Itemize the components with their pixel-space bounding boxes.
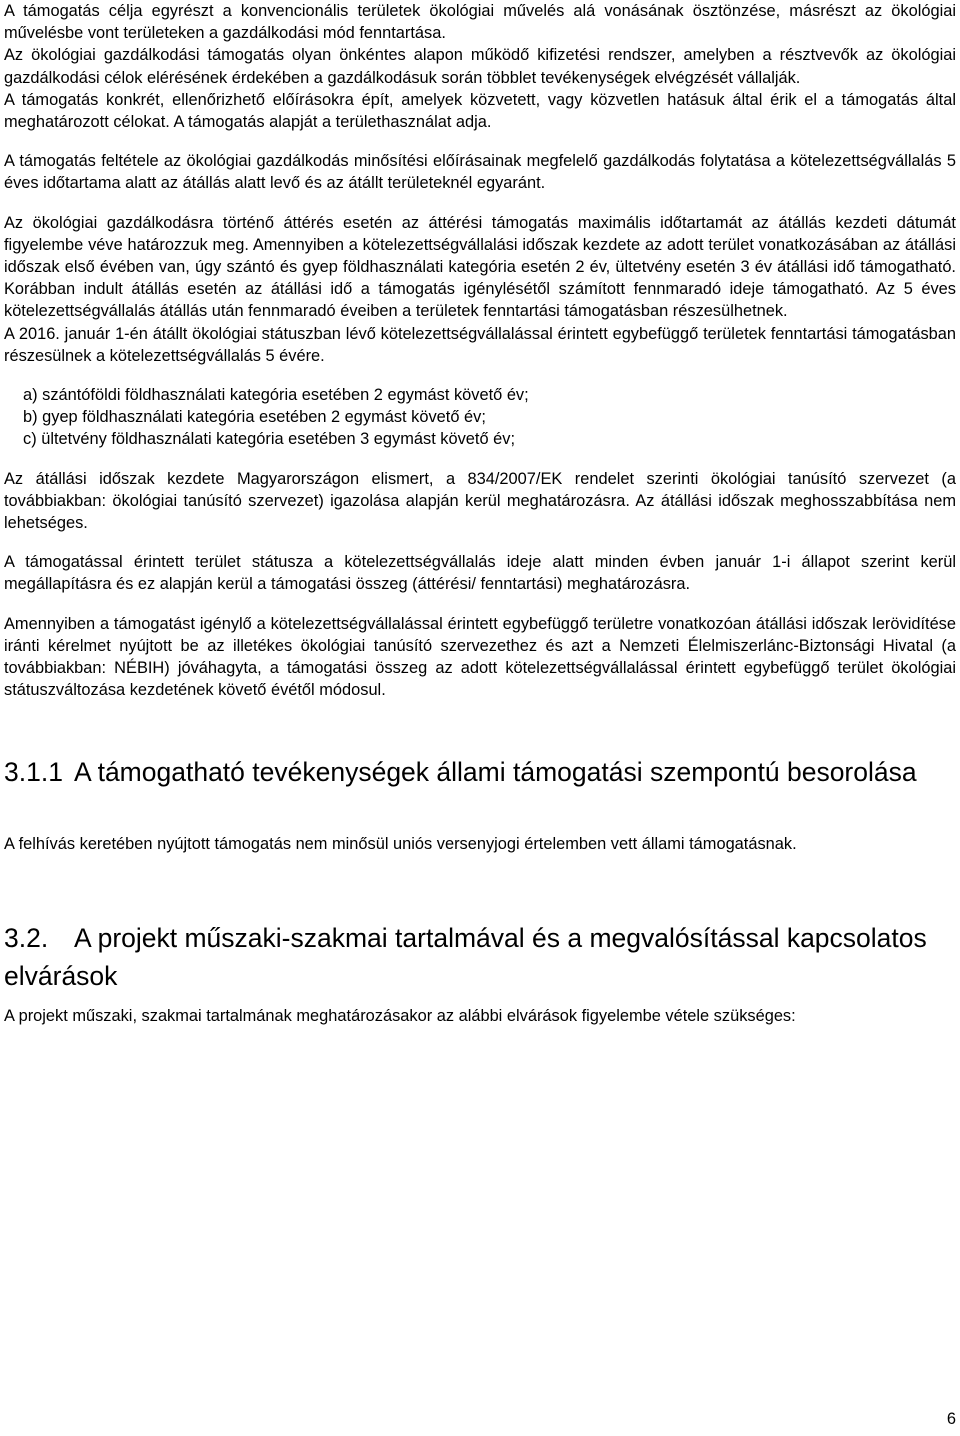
- section-number: 3.2.: [4, 922, 49, 953]
- section-heading-3-2: [4, 919, 956, 995]
- section-heading-3-1-1: [4, 753, 956, 791]
- list-item: c) ültetvény földhasználati kategória esetében 3 egymást követő év;: [23, 430, 516, 449]
- paragraph-area-status: A támogatással érintett terület státusza a kötelezettségvállalás ideje alatt minden évben január 1-i állapot szerint kerül megállapításra és ez alapján kerül a támogatási összeg (áttérési/ fenntartási) meghatározásra.: [4, 553, 956, 594]
- paragraph-project-requirements: A projekt műszaki, szakmai tartalmának meghatározásakor az alábbi elvárások figyelembe vétele szükséges:: [4, 1006, 796, 1025]
- list-item: a) szántóföldi földhasználati kategória esetében 2 egymást követő év;: [23, 386, 529, 405]
- document-page: [4, 0, 956, 1027]
- section-title: A projekt műszaki-szakmai tartalmával és a megvalósítással kapcsolatos elvárások: [4, 922, 927, 991]
- section-number: 3.1.1: [4, 757, 63, 788]
- paragraph-period-shortening: Amennyiben a támogatást igénylő a kötelezettségvállalással érintett egybefüggő területre vonatkozóan átállási időszak lerövidítése iránti kérelmet nyújtott be az illetékes ökológiai tanúsító szervezethez és azt a Nemzeti Élelmiszerlánc-Biztonsági Hivatal (a továbbiakban: NÉBIH) jóváhagyta, a támogatási összeg az adott kötelezettségvállalással érintett egybefüggő terület ökológiai státuszváltozása kezdetének követő évétől módosul.: [4, 614, 956, 700]
- paragraph-support-scheme: Az ökológiai gazdálkodási támogatás olyan önkéntes alapon működő kifizetési rendszer, amelyben a résztvevők az ökológiai gazdálkodási célok elérésének érdekében a gazdálkodásuk során többlet tevékenységek elvégzését vállalják.: [4, 46, 956, 87]
- paragraph-support-rules: A támogatás konkrét, ellenőrizhető előírásokra épít, amelyek közvetett, vagy közvetlen hatásuk által érik el a támogatás által meghatározott célokat. A támogatás alapját a területhasználat adja.: [4, 90, 956, 132]
- paragraph-support-goal: A támogatás célja egyrészt a konvencionális területek ökológiai művelés alá vonásának ösztönzése, másrészt az ökológiai művelésbe vont területeken a gazdálkodási mód fenntartása.: [4, 2, 956, 43]
- paragraph-support-condition: A támogatás feltétele az ökológiai gazdálkodás minősítési előírásainak megfelelő gazdálkodás folytatása a kötelezettségvállalás 5 éves időtartama alatt az átállás alatt levő és az átállt területeknél egyaránt.: [4, 152, 956, 193]
- paragraph-2016-status: A 2016. január 1-én átállt ökológiai státuszban lévő kötelezettségvállalással érintett egybefüggő területek fenntartási támogatásban részesülnek a kötelezettségvállalás 5 évére.: [4, 324, 956, 365]
- section-title: A támogatható tevékenységek állami támogatási szempontú besorolása: [74, 757, 917, 788]
- page-number: 6: [946, 1410, 956, 1428]
- paragraph-state-aid: A felhívás keretében nyújtott támogatás nem minősül uniós versenyjogi értelemben vett állami támogatásnak.: [4, 835, 797, 854]
- conversion-period-list: [4, 384, 956, 451]
- paragraph-conversion-period: Az ökológiai gazdálkodásra történő áttérés esetén az áttérési támogatás maximális időtartamát az átállás kezdeti dátumát figyelembe véve határozzuk meg. Amennyiben a kötelezettségvállalási időszak kezdete az adott terület vonatkozásában az átállási időszak első évében van, úgy szántó és gyep földhasználati kategória esetén 2 év, ültetvény esetén 3 év átállási idő támogatható. Korábban indult átállás esetén az átállási idő a támogatás igénylésétől számított fennmaradó ideje támogatható. Az 5 éves kötelezettségvállalás átállás után fennmaradó éveiben a területek fenntartási támogatásban részesülhetnek.: [4, 213, 956, 321]
- paragraph-period-start: Az átállási időszak kezdete Magyarországon elismert, a 834/2007/EK rendelet szerinti ökológiai tanúsító szervezet (a továbbiakban: ökológiai tanúsító szervezet) igazolása alapján kerül meghatározásra. Az átállási időszak meghosszabbítása nem lehetséges.: [4, 469, 956, 533]
- list-item: b) gyep földhasználati kategória esetében 2 egymást követő év;: [23, 408, 486, 427]
